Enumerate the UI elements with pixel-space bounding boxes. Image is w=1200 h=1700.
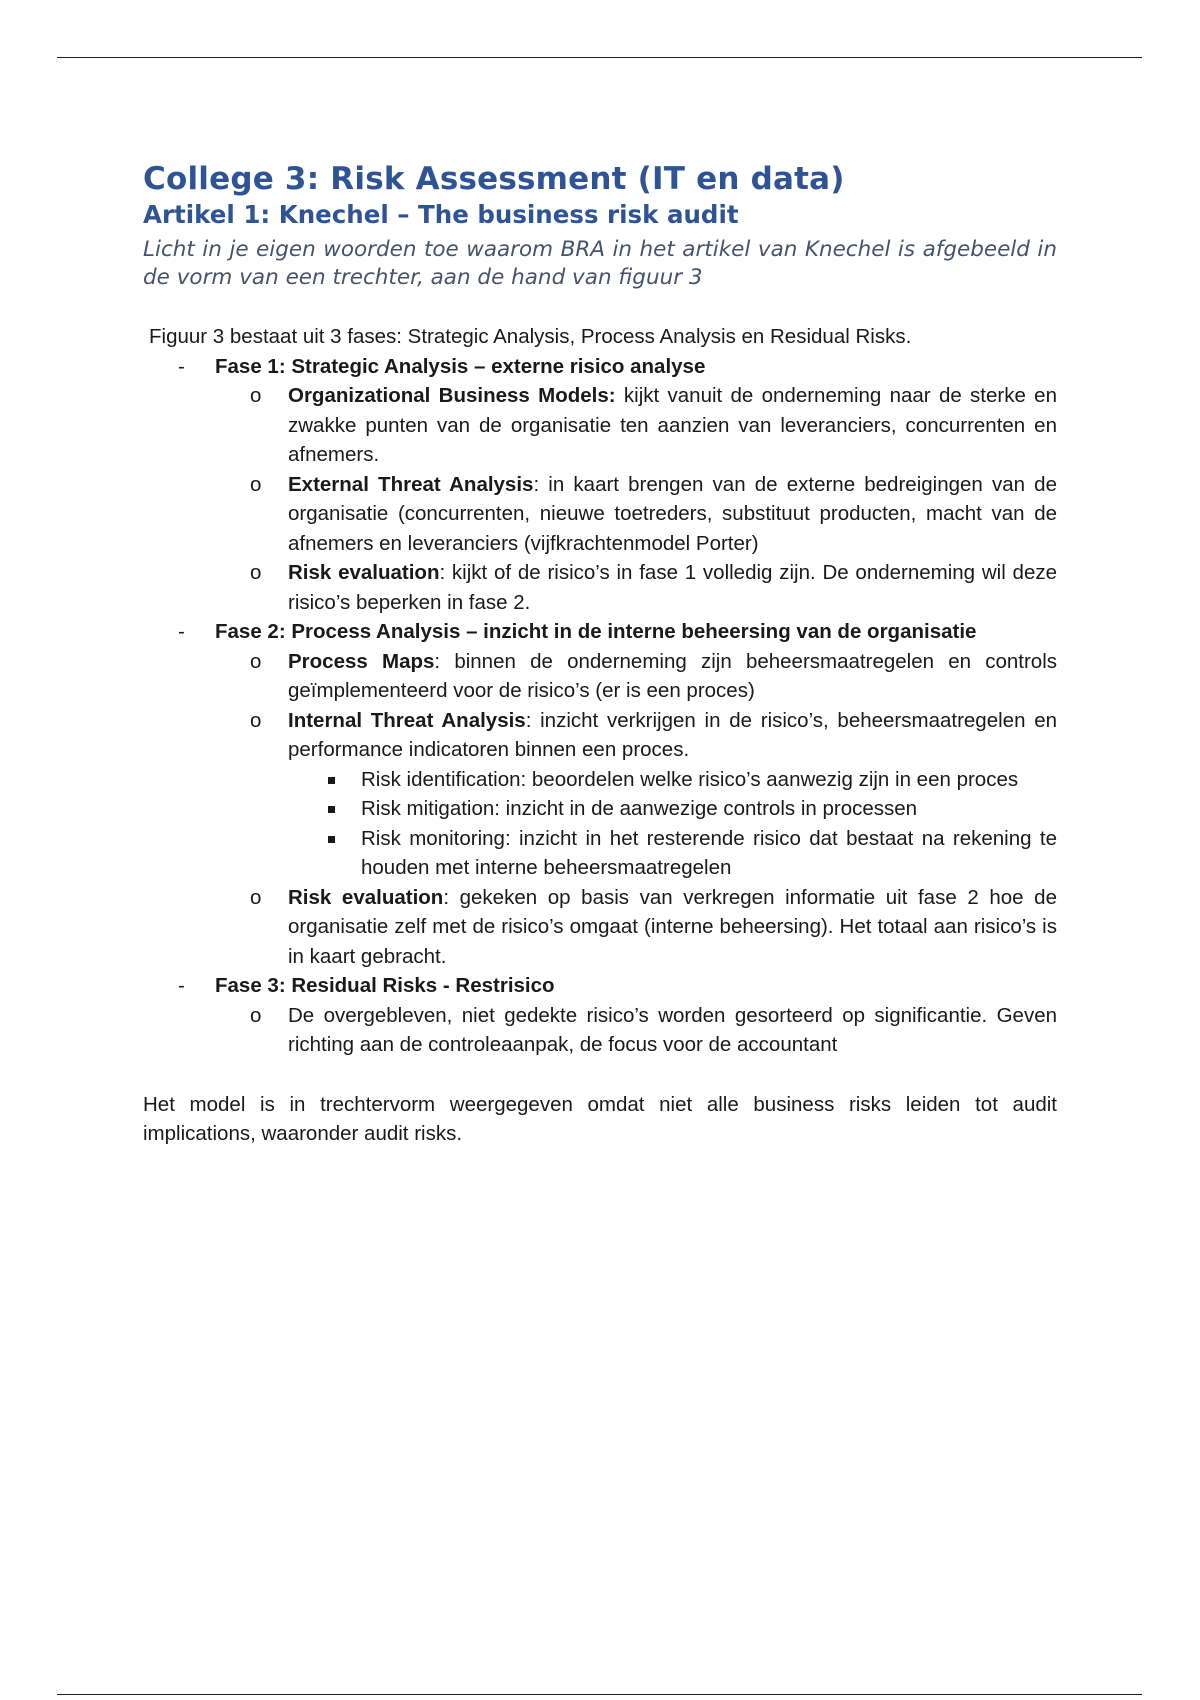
circle-bullet: o xyxy=(250,708,262,732)
article-subtitle: Artikel 1: Knechel – The business risk audit xyxy=(143,200,739,229)
intro-paragraph: Figuur 3 bestaat uit 3 fases: Strategic Analysis, Process Analysis en Residual Risks. xyxy=(149,325,912,348)
step-text xyxy=(288,381,1057,470)
dash-bullet: - xyxy=(178,354,185,378)
sub-item xyxy=(143,824,1057,883)
step-description: : gekeken op basis van verkregen informatie uit fase 2 hoe de organisatie zelf met de risico’s omgaat (interne beheersing). Het totaal aan risico’s is in kaart gebracht. xyxy=(288,885,1057,968)
page-title: College 3: Risk Assessment (IT en data) xyxy=(143,161,845,197)
sub-item xyxy=(143,794,1057,824)
step-text xyxy=(288,883,1057,972)
question-text: Licht in je eigen woorden toe waarom BRA in het artikel van Knechel is afgebeeld in de vorm van een trechter, aan de hand van figuur 3 xyxy=(143,237,1057,290)
circle-bullet: o xyxy=(250,472,262,496)
square-bullet xyxy=(328,836,335,843)
step-term: Risk evaluation xyxy=(288,561,440,584)
square-bullet xyxy=(328,806,335,813)
step-text xyxy=(288,558,1057,617)
circle-bullet: o xyxy=(250,384,262,407)
header-rule xyxy=(57,57,1142,58)
phase-heading: Fase 3: Residual Risks - Restrisico xyxy=(215,974,555,997)
dash-bullet: - xyxy=(178,974,185,997)
step-item xyxy=(143,883,1057,972)
step-description: : kijkt of de risico’s in fase 1 volledig zijn. De onderneming wil deze risico’s beperken in fase 2. xyxy=(288,561,1057,614)
dash-bullet: - xyxy=(178,620,185,643)
phase-heading: Fase 2: Process Analysis – inzicht in de interne beheersing van de organisatie xyxy=(215,620,977,643)
phase-list xyxy=(143,352,1057,1060)
sub-list xyxy=(143,765,1057,883)
step-term: Risk evaluation xyxy=(288,885,444,909)
sub-item xyxy=(143,765,1057,795)
circle-bullet: o xyxy=(250,885,262,909)
footer-rule xyxy=(57,1694,1142,1695)
sub-text: Risk monitoring: inzicht in het resterende risico dat bestaat na rekening te houden met interne beheersmaatregelen xyxy=(361,826,1057,879)
step-text xyxy=(288,706,1057,765)
answer-body xyxy=(143,322,1057,1149)
step-description: kijkt vanuit de onderneming naar de sterke en zwakke punten van de organisatie ten aanzien van leveranciers, concurrenten en afnemers. xyxy=(288,384,1057,466)
step-description: De overgebleven, niet gedekte risico’s worden gesorteerd op significantie. Geven richting aan de controleaanpak, de focus voor de accountant xyxy=(288,1003,1057,1056)
step-item xyxy=(143,1001,1057,1060)
square-bullet xyxy=(328,777,335,784)
sub-text: Risk mitigation: inzicht in de aanwezige controls in processen xyxy=(361,797,918,820)
phase-item xyxy=(143,352,1057,382)
step-text xyxy=(288,647,1057,706)
document-page xyxy=(143,160,1057,1149)
circle-bullet: o xyxy=(250,561,262,584)
step-item xyxy=(143,706,1057,883)
step-description: : binnen de onderneming zijn beheersmaatregelen en controls geïmplementeerd voor de risico’s (er is een proces) xyxy=(288,649,1058,702)
step-term: External Threat Analysis xyxy=(288,472,534,496)
step-term: Organizational Business Models: xyxy=(288,384,616,407)
phase-item xyxy=(143,617,1057,647)
step-description: : inzicht verkrijgen in de risico’s, beheersmaatregelen en performance indicatoren binnen een proces. xyxy=(288,708,1057,761)
phase-item xyxy=(143,971,1057,1001)
step-text xyxy=(288,470,1057,559)
circle-bullet: o xyxy=(250,649,262,673)
step-term: Internal Threat Analysis xyxy=(288,708,526,732)
circle-bullet: o xyxy=(250,1003,262,1027)
step-item xyxy=(143,470,1057,559)
step-item xyxy=(143,647,1057,706)
step-item xyxy=(143,381,1057,470)
conclusion-paragraph: Het model is in trechtervorm weergegeven omdat niet alle business risks leiden tot audit implications, waaronder audit risks. xyxy=(143,1092,1057,1145)
step-item xyxy=(143,558,1057,617)
step-description: : in kaart brengen van de externe bedreigingen van de organisatie (concurrenten, nieuwe toetreders, substituut producten, macht van de afnemers en leveranciers (vijfkrachtenmodel Porter) xyxy=(288,472,1057,555)
phase-heading: Fase 1: Strategic Analysis – externe risico analyse xyxy=(215,354,706,378)
step-text xyxy=(288,1001,1057,1060)
step-term: Process Maps xyxy=(288,649,435,673)
sub-text: Risk identification: beoordelen welke risico’s aanwezig zijn in een proces xyxy=(361,767,1019,791)
